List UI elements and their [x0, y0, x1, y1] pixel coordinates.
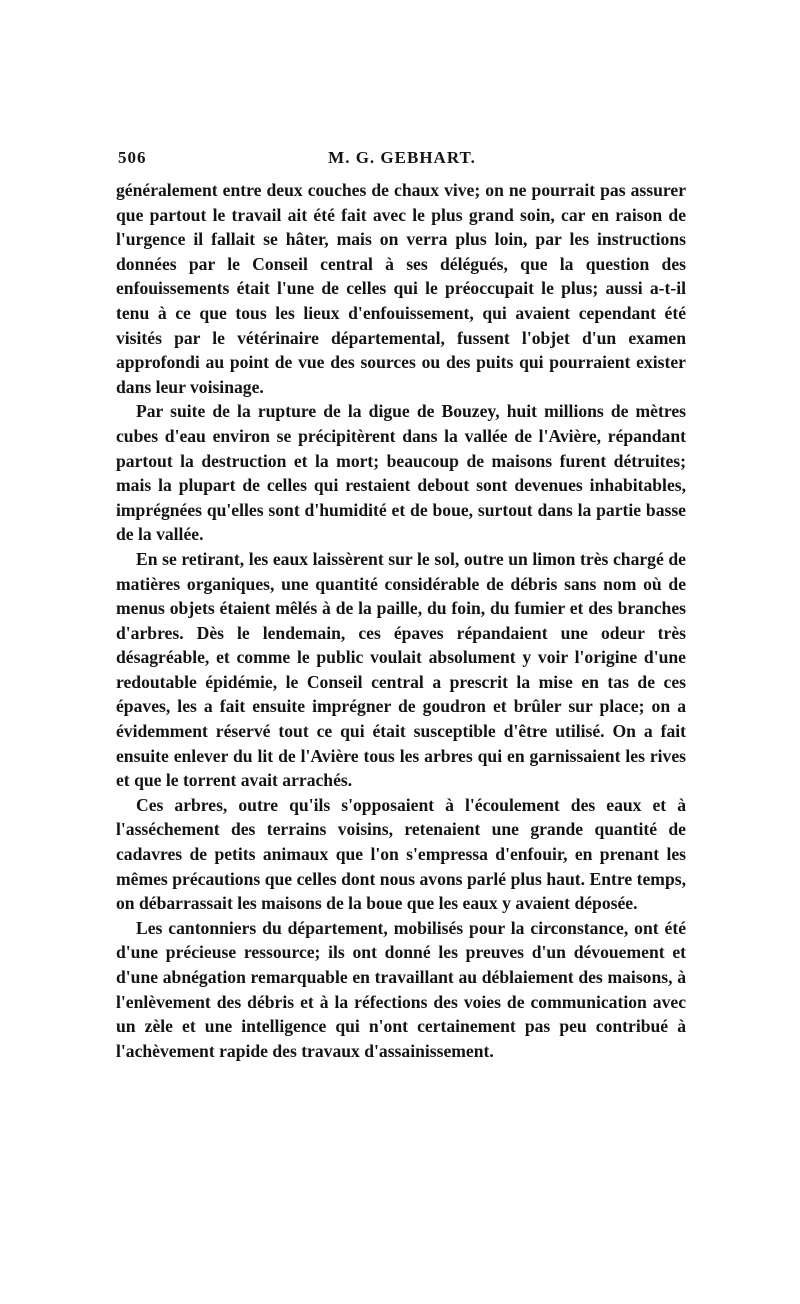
paragraph: Ces arbres, outre qu'ils s'opposaient à l'écoulement des eaux et à l'asséchement des terrains voisins, retenaient une grande quantité de cadavres de petits animaux que l'on s'empressa d'enfouir, en prenant les mêmes précautions que celles dont nous avons parlé plus haut. Entre temps, on débarrassait les maisons de la boue que les eaux y avaient déposée.: [116, 794, 686, 914]
page-number: 506: [118, 148, 147, 167]
running-head: M. G. GEBHART.: [328, 148, 476, 167]
page-header: [118, 148, 686, 172]
paragraph: En se retirant, les eaux laissèrent sur le sol, outre un limon très chargé de matières organiques, une quantité considérable de débris sans nom où de menus objets étaient mêlés à de la paille, du foin, du fumier et des branches d'arbres. Dès le lendemain, ces épaves répandaient une odeur très désagréable, et comme le public voulait absolument y voir l'origine d'une redoutable épidémie, le Conseil central a prescrit la mise en tas de ces épaves, les a fait ensuite imprégner de goudron et brûler sur place; on a évidemment réservé tout ce qui était susceptible d'être utilisé. On a fait ensuite enlever du lit de l'Avière tous les arbres qui en garnissaient les rives et que le torrent avait arrachés.: [116, 548, 686, 791]
paragraph: Les cantonniers du département, mobilisés pour la circonstance, ont été d'une précieuse ressource; ils ont donné les preuves d'un dévouement et d'une abnégation remarquable en travaillant au déblaiement des maisons, à l'enlèvement des débris et à la réfections des voies de communication avec un zèle et une intelligence qui n'ont certainement pas peu contribué à l'achèvement rapide des travaux d'assainissement.: [116, 917, 686, 1061]
paragraph: Par suite de la rupture de la digue de Bouzey, huit millions de mètres cubes d'eau environ se précipitèrent dans la vallée de l'Avière, répandant partout la destruction et la mort; beaucoup de maisons furent détruites; mais la plupart de celles qui restaient debout sont devenues inhabitables, imprégnées qu'elles sont d'humidité et de boue, surtout dans la partie basse de la vallée.: [116, 401, 686, 545]
paragraph: généralement entre deux couches de chaux vive; on ne pourrait pas assurer que partout le travail ait été fait avec le plus grand soin, car en raison de l'urgence il fallait se hâter, mais on verra plus loin, par les instructions données par le Conseil central à ses délégués, que la question des enfouissements était l'une de celles qui le préoccupait le plus; aussi a-t-il tenu à ce que tous les lieux d'enfouissement, qui avaient cependant été visités par le vétérinaire départemental, fussent l'objet d'un examen approfondi au point de vue des sources ou des puits qui pourraient exister dans leur voisinage.: [116, 180, 686, 397]
body-text: [116, 178, 686, 1063]
